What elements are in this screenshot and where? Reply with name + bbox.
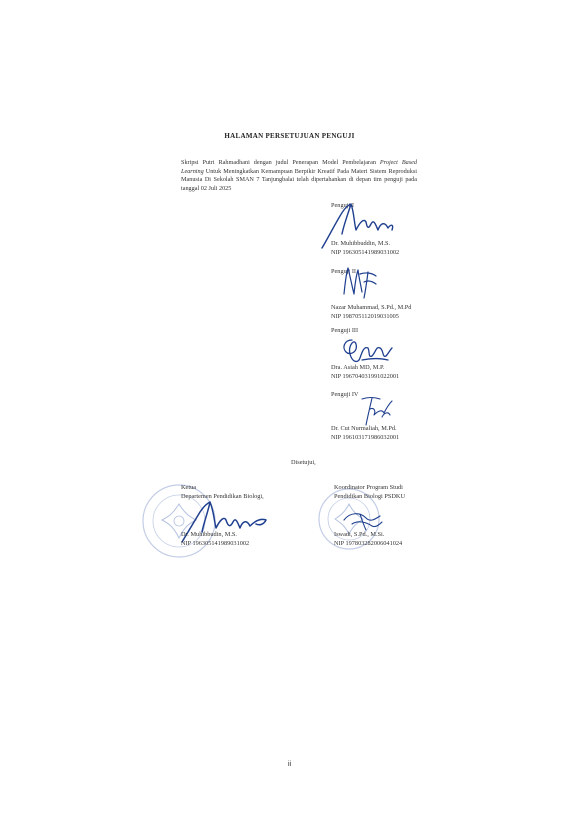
- page-number: ii: [287, 761, 292, 768]
- approved-label: Disetujui,: [291, 459, 316, 466]
- examiner-2-role: Penguji II: [331, 268, 357, 275]
- page-title: HALAMAN PERSETUJUAN PENGUJI: [224, 132, 355, 140]
- examiner-4-nip: NIP 196103171986032001: [331, 434, 400, 441]
- left-position-line2: Departemen Pendidikan Biologi,: [181, 493, 264, 500]
- examiner-2-signature: [340, 264, 380, 300]
- examiner-4-signature: [356, 393, 396, 429]
- examiner-3-nip: NIP 196704031991022001: [331, 373, 400, 380]
- right-position-line1: Koordinator Program Studi: [334, 484, 403, 491]
- examiner-4-role: Penguji IV: [331, 391, 359, 398]
- right-signer-nip: NIP 197803282006041024: [334, 540, 403, 547]
- paragraph-italic-title: Project Based Learning: [181, 159, 417, 175]
- examiner-1-name: Dr. Muhibbuddin, M.S.: [331, 240, 391, 247]
- examiner-2-name: Nazar Muhammad, S.Pd., M.Pd: [331, 304, 412, 311]
- left-signer-nip: NIP 196305141989031002: [181, 540, 250, 547]
- right-signer-name: Iswadi, S.Pd., M.Si.: [334, 531, 385, 538]
- examiner-3-signature: [338, 334, 394, 366]
- examiner-3-role: Penguji III: [331, 327, 359, 334]
- right-signature: [340, 506, 386, 532]
- examiner-1-role: Penguji I: [331, 202, 354, 209]
- left-position-line1: Ketua: [181, 484, 197, 491]
- examiner-1-nip: NIP 196305141989031002: [331, 249, 400, 256]
- examiner-2-nip: NIP 198705112019031005: [331, 313, 399, 320]
- paragraph-text-2: Untuk Meningkatkan Kemampuan Berpikir Kreatif Pada Materi Sistem Reproduksi Manusia Di Sekolah SMAN 7 Tanjungbalai telah dipertahankan di depan tim penguji pada tanggal 02 Juli 2025: [181, 167, 417, 192]
- right-position-line2: Pendidikan Biologi PSDKU: [334, 493, 406, 500]
- examiner-3-name: Dra. Asiah MD, M.P.: [331, 364, 385, 371]
- examiner-4-name: Dr. Cut Nurmaliah, M.Pd.: [331, 425, 397, 432]
- left-signer-name: Dr. Muhibbudin, M.S.: [181, 531, 237, 538]
- paragraph-text-1: Skripsi Putri Rahmadhani dengan judul Penerapan Model Pembelajaran: [181, 159, 380, 166]
- approval-paragraph: [181, 159, 417, 193]
